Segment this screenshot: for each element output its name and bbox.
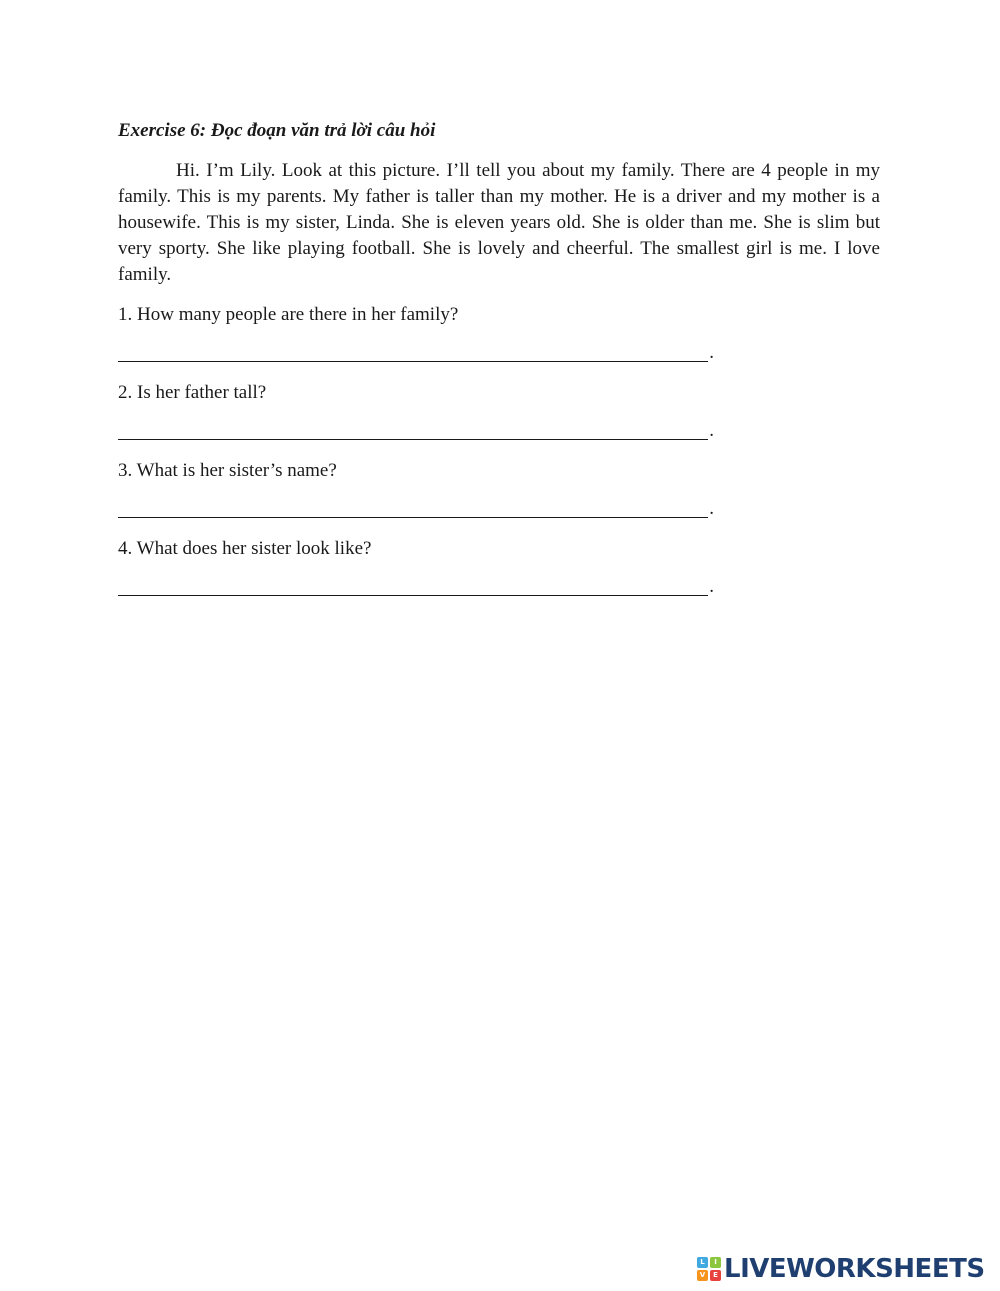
answer-rule <box>118 361 708 362</box>
question-2: 2. Is her father tall? <box>118 382 267 403</box>
answer-rule <box>118 439 708 440</box>
answer-period: . <box>709 420 714 441</box>
question-3: 3. What is her sister’s name? <box>118 460 337 481</box>
question-1: 1. How many people are there in her family? <box>118 304 459 325</box>
answer-period: . <box>709 342 714 363</box>
answer-line-3[interactable] <box>118 496 714 522</box>
liveworksheets-brand <box>697 1254 992 1284</box>
worksheet <box>118 118 880 614</box>
brand-name: LIVEWORKSHEETS <box>724 1254 985 1284</box>
reading-passage: Hi. I’m Lily. Look at this picture. I’ll tell you about my family. There are 4 people in my family. This is my parents. My father is taller than my mother. He is a driver and my mother is a housewife. This is my sister, Linda. She is eleven years old. She is older than me. She is slim but very sporty. She like playing football. She is lovely and cheerful. The smallest girl is me. I love family. <box>118 160 880 285</box>
answer-line-2[interactable] <box>118 418 714 444</box>
logo-tile-l: L <box>697 1257 708 1268</box>
answer-line-1[interactable] <box>118 340 714 366</box>
logo-tile-i: I <box>710 1257 721 1268</box>
answer-period: . <box>709 498 714 519</box>
answer-period: . <box>709 576 714 597</box>
logo-tile-v: V <box>697 1270 708 1281</box>
question-4: 4. What does her sister look like? <box>118 538 372 559</box>
answer-rule <box>118 595 708 596</box>
answer-line-4[interactable] <box>118 574 714 600</box>
liveworksheets-logo-icon <box>697 1257 721 1281</box>
answer-rule <box>118 517 708 518</box>
exercise-title: Exercise 6: Đọc đoạn văn trả lời câu hỏi <box>118 120 436 141</box>
logo-tile-e: E <box>710 1270 721 1281</box>
